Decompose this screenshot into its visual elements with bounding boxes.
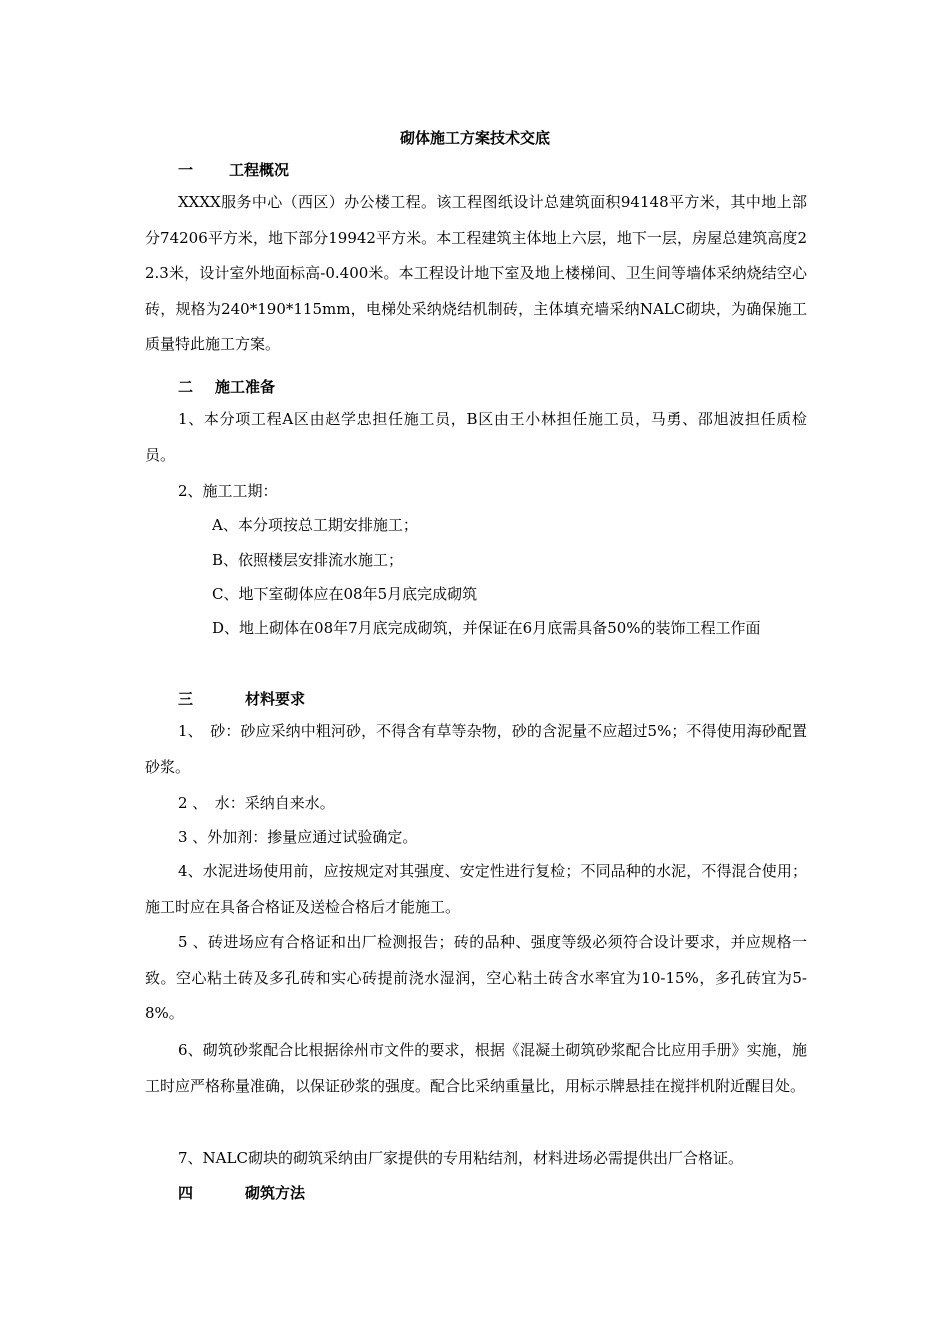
section-title: 砌筑方法 <box>245 1184 306 1202</box>
section-heading-1 <box>178 158 289 182</box>
section-title: 施工准备 <box>215 378 276 396</box>
material-item-1: 1、 砂：砂应采纳中粗河砂，不得含有草等杂物，砂的含泥量不应超过5%；不得使用海砂配置砂浆。 <box>145 722 807 776</box>
section-number: 二 <box>178 378 194 396</box>
section-title: 工程概况 <box>229 161 290 179</box>
material-item-2: 2 、 水：采纳自来水。 <box>178 794 335 812</box>
section-number: 三 <box>178 690 194 708</box>
overview-paragraph: XXXX服务中心（西区）办公楼工程。该工程图纸设计总建筑面积94148平方米，其中地上部分74206平方米，地下部分19942平方米。本工程建筑主体地上六层，地下一层，房屋总建筑高度22.3米，设计室外地面标高-0.400米。本工程设计地下室及地上楼梯间、卫生间等墙体采纳烧结空心砖，规格为240*190*115mm，电梯处采纳烧结机制砖，主体填充墙采纳NALC砌块，为确保施工质量特此施工方案。 <box>145 193 807 353</box>
material-item-3: 3 、外加剂：掺量应通过试验确定。 <box>178 828 418 846</box>
material-item-6: 6、砌筑砂浆配合比根据徐州市文件的要求，根据《混凝土砌筑砂浆配合比应用手册》实施，施工时应严格称量准确，以保证砂浆的强度。配合比采纳重量比，用标示牌悬挂在搅拌机附近醒目处。 <box>145 1041 807 1095</box>
schedule-item-c: C、地下室砌体应在08年5月底完成砌筑 <box>212 585 478 603</box>
section-number: 四 <box>178 1184 194 1202</box>
section-number: 一 <box>178 161 194 179</box>
section-title: 材料要求 <box>245 690 306 708</box>
material-item-5: 5 、砖进场应有合格证和出厂检测报告；砖的品种、强度等级必须符合设计要求，并应规格一致。空心粘土砖及多孔砖和实心砖提前浇水湿润，空心粘土砖含水率宜为10-15%，多孔砖宜为5-8%。 <box>145 933 807 1022</box>
prep-item-2: 2、施工工期： <box>178 482 278 500</box>
material-item-4: 4、水泥进场使用前，应按规定对其强度、安定性进行复检；不同品种的水泥，不得混合使用；施工时应在具备合格证及送检合格后才能施工。 <box>145 862 807 916</box>
schedule-item-d: D、地上砌体在08年7月底完成砌筑，并保证在6月底需具备50%的装饰工程工作面 <box>212 619 761 637</box>
material-item-7: 7、NALC砌块的砌筑采纳由厂家提供的专用粘结剂，材料进场必需提供出厂合格证。 <box>178 1149 743 1167</box>
prep-item-1: 1、本分项工程A区由赵学忠担任施工员，B区由王小林担任施工员，马勇、邵旭波担任质检员。 <box>145 410 807 464</box>
section-heading-3 <box>178 687 305 711</box>
schedule-item-a: A、本分项按总工期安排施工； <box>212 516 418 534</box>
section-heading-4 <box>178 1181 305 1205</box>
schedule-item-b: B、依照楼层安排流水施工； <box>212 551 404 569</box>
section-heading-2 <box>178 375 275 399</box>
document-title: 砌体施工方案技术交底 <box>399 129 550 147</box>
